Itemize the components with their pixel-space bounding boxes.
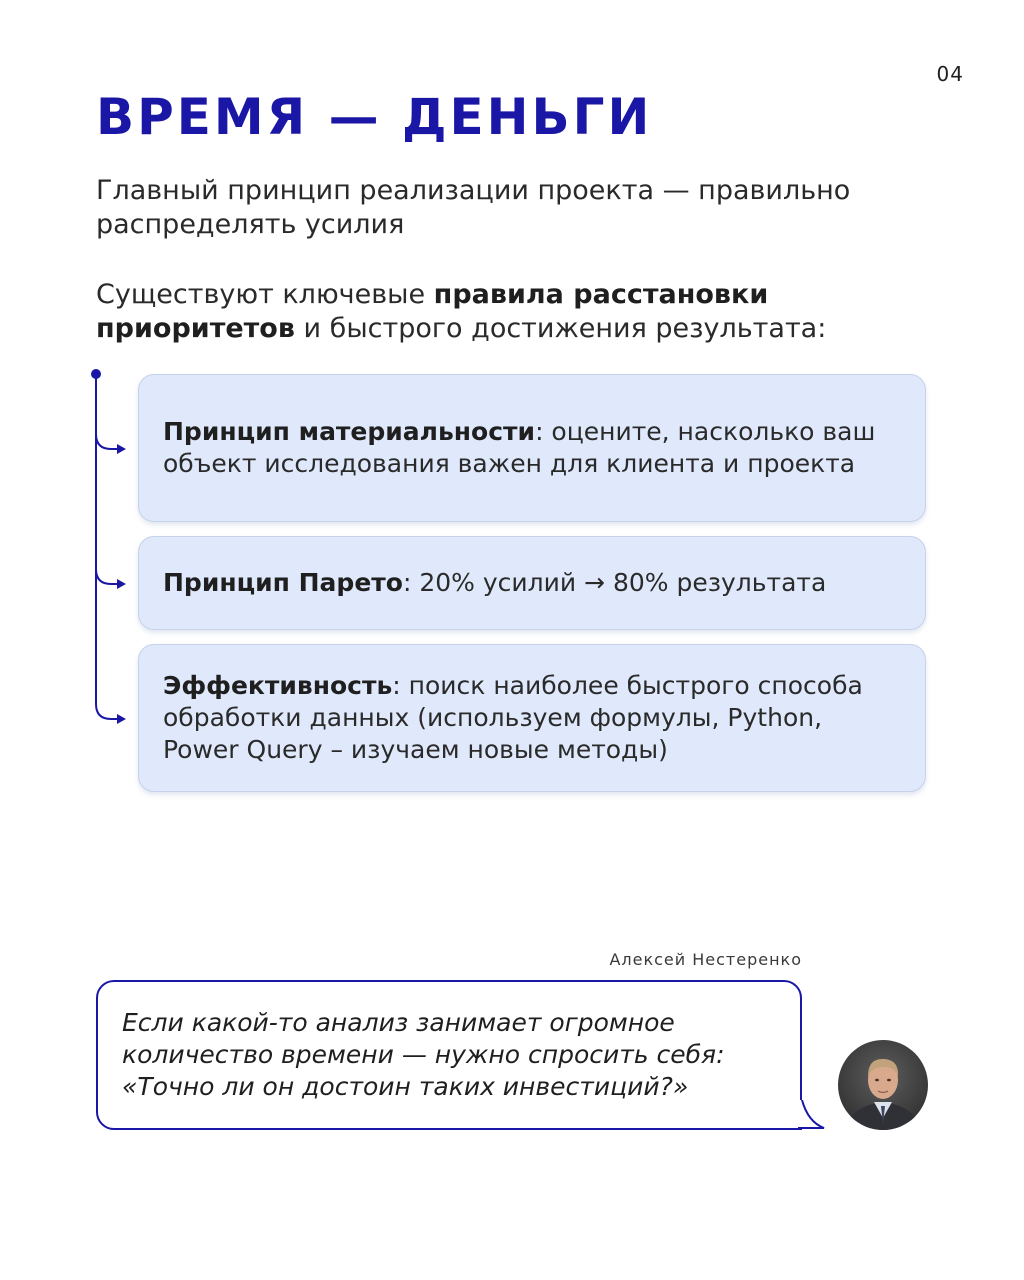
rules-intro-bold: правила расстановки приоритетов (96, 279, 769, 344)
rules-intro (96, 278, 946, 346)
principle-description: : поиск наиболее быстрого способа обработки данных (используем формулы, Python, Power Query – изучаем новые методы) (163, 671, 863, 764)
principle-card-materiality (138, 374, 926, 522)
principle-term: Эффективность (163, 671, 393, 700)
rules-intro-suffix: и быстрого достижения результата: (294, 313, 827, 344)
quote-author: Алексей Нестеренко (609, 950, 802, 969)
rules-intro-prefix: Существуют ключевые (96, 279, 434, 310)
principle-description: : оцените, насколько ваш объект исследования важен для клиента и проекта (163, 417, 876, 478)
principle-card-efficiency (138, 644, 926, 792)
arrowhead-3 (117, 714, 126, 724)
author-avatar (838, 1040, 928, 1130)
principles-connector (0, 0, 140, 760)
arrowhead-2 (117, 579, 126, 589)
arrowhead-1 (117, 444, 126, 454)
principle-text (163, 670, 901, 766)
intro-text: Главный принцип реализации проекта — правильно распределять усилия (96, 175, 851, 240)
principle-card-pareto (138, 536, 926, 630)
quote-text: Если какой-то анализ занимает огромное количество времени — нужно спросить себя: «Точно ли он достоин таких инвестиций?» (122, 1008, 725, 1101)
page-number: 04 (936, 62, 964, 86)
quote-bubble (96, 980, 802, 1130)
principle-term: Принцип материальности (163, 417, 536, 446)
principle-text (163, 567, 826, 599)
page-title: ВРЕМЯ — ДЕНЬГИ (96, 88, 653, 146)
principle-term: Принцип Парето (163, 568, 403, 597)
principle-text (163, 416, 901, 480)
principle-description: : 20% усилий → 80% результата (402, 568, 827, 597)
author-photo (838, 1040, 928, 1130)
quote-bubble-tail (798, 1100, 830, 1132)
connector-line (96, 374, 124, 719)
